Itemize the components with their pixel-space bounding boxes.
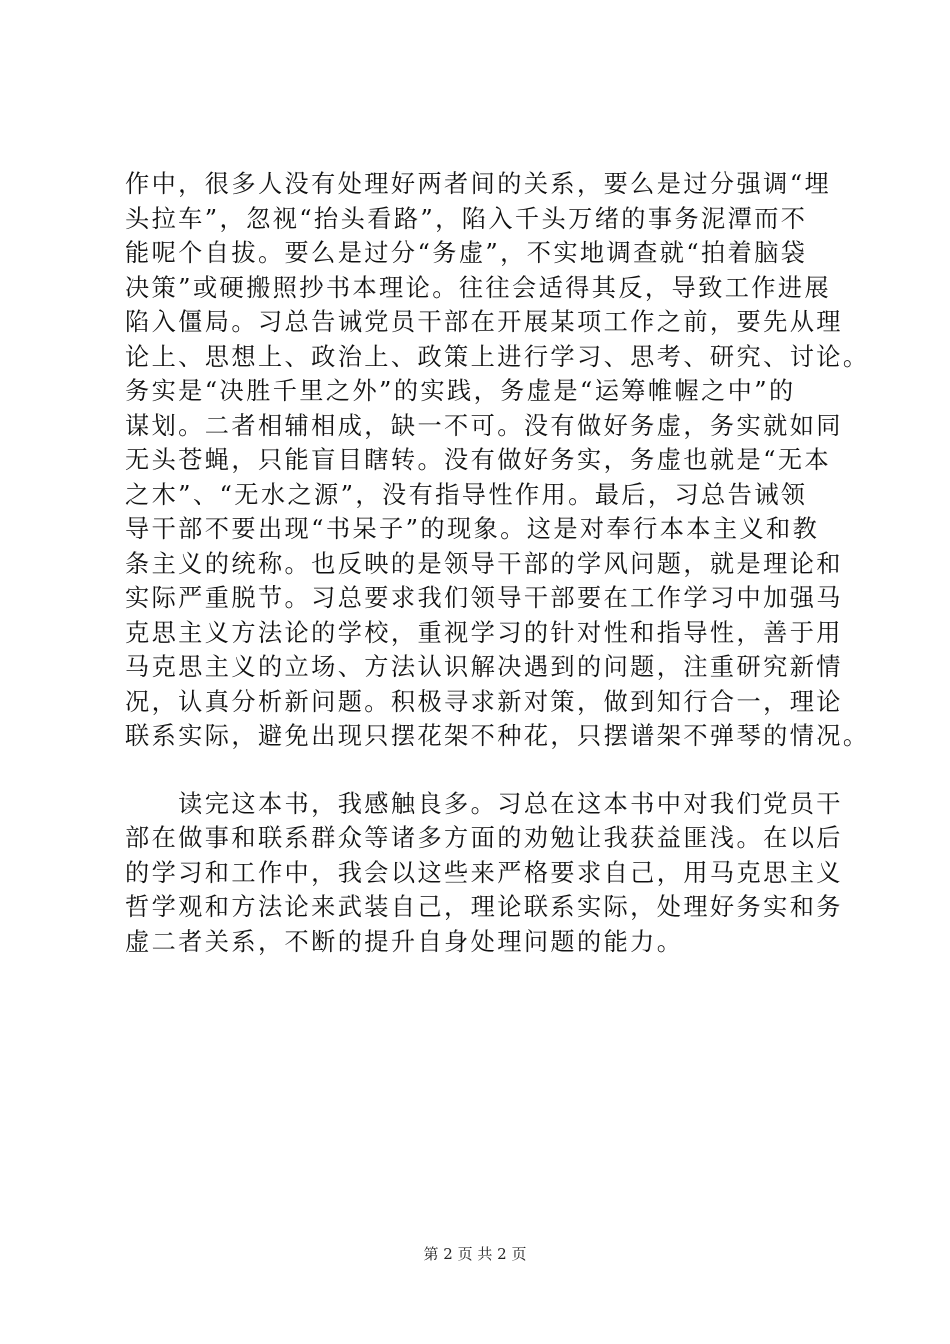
text-line: 谋划。二者相辅相成，缺一不可。没有做好务虚，务实就如同: [125, 411, 843, 440]
text-line: 实际严重脱节。习总要求我们领导干部要在工作学习中加强马: [125, 584, 843, 612]
text-line: 能呢个自拔。要么是过分“务虚”，不实地调查就“拍着脑袋: [125, 239, 808, 267]
text-line: 部在做事和联系群众等诸多方面的劝勉让我获益匪浅。在以后: [125, 824, 843, 852]
text-line: 克思主义方法论的学校，重视学习的针对性和指导性，善于用: [125, 618, 843, 647]
paragraph-1: [125, 167, 870, 754]
text-line: 决策”或硬搬照抄书本理论。往往会适得其反，导致工作进展: [125, 273, 832, 302]
text-line: 读完这本书，我感触良多。习总在这本书中对我们党员干: [125, 789, 843, 818]
text-line: 无头苍蝇，只能盲目瞎转。没有做好务实，务虚也就是“无本: [125, 446, 832, 474]
text-line: 论上、思想上、政治上、政策上进行学习、思考、研究、讨论。: [125, 342, 870, 371]
document-body: [125, 167, 870, 959]
paragraph-2: [125, 787, 855, 960]
page-footer: 第 2 页 共 2 页: [423, 1245, 527, 1263]
text-line: 哲学观和方法论来武装自己，理论联系实际，处理好务实和务: [125, 893, 843, 921]
text-line: 况，认真分析新问题。积极寻求新对策，做到知行合一，理论: [125, 687, 843, 716]
text-line: 导干部不要出现“书呆子”的现象。这是对奉行本本主义和教: [125, 515, 820, 543]
text-line: 头拉车”，忽视“抬头看路”，陷入千头万绪的事务泥潭而不: [125, 204, 808, 233]
text-line: 联系实际，避免出现只摆花架不种花，只摆谱架不弹琴的情况。: [125, 722, 870, 750]
text-line: 的学习和工作中，我会以这些来严格要求自己，用马克思主义: [125, 858, 843, 887]
text-line: 陷入僵局。习总告诫党员干部在开展某项工作之前，要先从理: [125, 308, 843, 336]
text-line: 马克思主义的立场、方法认识解决遇到的问题，注重研究新情: [125, 653, 843, 681]
text-line: 作中，很多人没有处理好两者间的关系，要么是过分强调“埋: [125, 170, 832, 198]
text-line: 之木”、“无水之源”，没有指导性作用。最后，习总告诫领: [125, 480, 808, 509]
text-line: 务实是“决胜千里之外”的实践，务虚是“运筹帷幄之中”的: [125, 377, 796, 405]
text-line: 虚二者关系，不断的提升自身处理问题的能力。: [125, 927, 684, 956]
text-line: 条主义的统称。也反映的是领导干部的学风问题，就是理论和: [125, 549, 843, 578]
